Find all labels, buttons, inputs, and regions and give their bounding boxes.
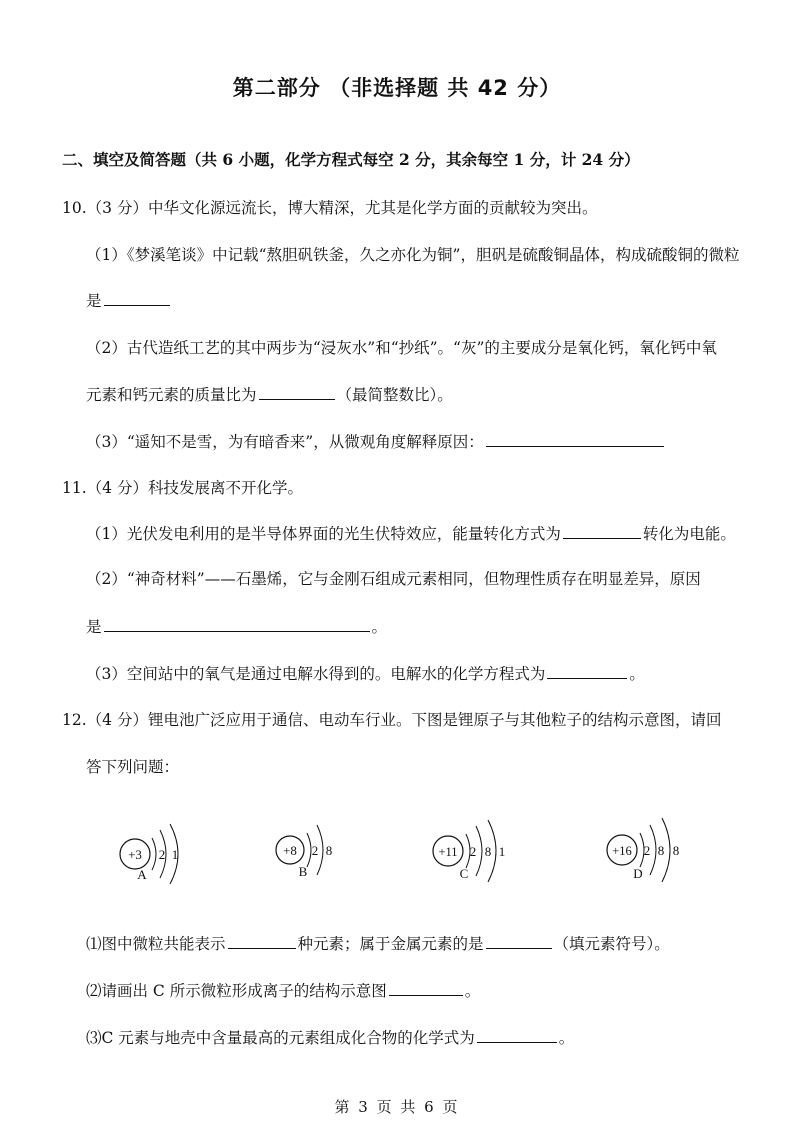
atom-c-shell-2: 8 [484, 844, 492, 859]
q12-part2-tail: 。 [464, 982, 481, 1000]
atom-label-a: A [137, 867, 147, 882]
q12-part2-text: ⑵请画出 C 所示微粒形成离子的结构示意图 [86, 982, 387, 1000]
q11-part3-line [86, 663, 645, 684]
q12-stem: 12.（4 分）锂电池广泛应用于通信、电动车行业。下图是锂原子与其他粒子的结构示意图，请回 [62, 711, 722, 729]
atom-diagram-c [433, 820, 505, 882]
q12-part1-text: ⑴图中微粒共能表示 [86, 935, 226, 953]
q12-part3-blank[interactable] [477, 1027, 557, 1043]
q12-part1-mid: 种元素；属于金属元素的是 [297, 935, 484, 953]
atom-d-shell-1: 2 [643, 843, 651, 858]
q12-part1-line [86, 933, 670, 954]
q11-part3-tail: 。 [629, 665, 645, 683]
atom-d-nucleus: +16 [612, 844, 632, 858]
q11-part2-text: （2）“神奇材料”——石墨烯，它与金刚石组成元素相同，但物理性质存在明显差异，原因 [86, 570, 701, 588]
q12-part3-text: ⑶C 元素与地壳中含量最高的元素组成化合物的化学式为 [86, 1029, 475, 1047]
q11-part2-lead: 是 [86, 618, 102, 636]
q10-part3-text: （3）“遥知不是雪，为有暗香来”，从微观角度解释原因： [86, 433, 484, 451]
q11-part2-blank[interactable] [104, 616, 370, 632]
atom-d-shell-2: 8 [657, 843, 665, 858]
q11-part1-blank[interactable] [563, 523, 641, 539]
q11-part1-text: （1）光伏发电利用的是半导体界面的光生伏特效应，能量转化方式为 [86, 525, 561, 543]
atom-d-shell-3: 8 [672, 843, 680, 858]
q12-part3-line [86, 1027, 574, 1048]
q11-part1-line [86, 523, 736, 544]
q10-part2-answer-line [86, 384, 453, 405]
q10-part2-blank[interactable] [259, 384, 335, 400]
q11-part1-tail: 转化为电能。 [642, 525, 736, 543]
atom-diagram-a [120, 824, 178, 884]
atom-b-shell-2: 8 [325, 843, 333, 858]
q12-part3-tail: 。 [558, 1029, 575, 1047]
q10-part1-answer-line [86, 290, 172, 311]
q10-part1-blank[interactable] [104, 290, 170, 306]
q10-part1-lead: 是 [86, 292, 102, 310]
q10-part3-line [86, 431, 666, 452]
page-footer: 第 3 页 共 6 页 [334, 1098, 460, 1116]
q10-part1-text: （1）《梦溪笔谈》中记载“熬胆矾铁釜，久之亦化为铜”，胆矾是硫酸铜晶体，构成硫酸铜的微粒 [86, 246, 740, 264]
q10-part2-text: （2）古代造纸工艺的其中两步为“浸灰水”和“抄纸”。“灰”的主要成分是氧化钙，氧化钙中氧 [86, 339, 717, 357]
q11-stem: 11.（4 分）科技发展离不开化学。 [62, 479, 303, 497]
q11-part3-text: （3）空间站中的氧气是通过电解水得到的。电解水的化学方程式为 [86, 665, 546, 683]
q10-part2-tail: （最简整数比）。 [336, 386, 453, 404]
atom-c-shell-3: 1 [498, 844, 506, 859]
q10-part2-lead: 元素和钙元素的质量比为 [86, 386, 257, 404]
section-heading: 二、填空及简答题（共 6 小题，化学方程式每空 2 分，其余每空 1 分，计 24 分） [62, 150, 640, 169]
atom-diagram-d [607, 818, 679, 882]
q12-part1-blank-b[interactable] [486, 933, 552, 949]
q12-part2-blank[interactable] [389, 980, 463, 996]
q12-part1-blank-a[interactable] [228, 933, 296, 949]
atom-a-shell-2: 1 [171, 847, 179, 862]
atom-a-shell-1: 2 [158, 847, 166, 862]
q12-part1-tail: （填元素符号）。 [553, 935, 670, 953]
q11-part3-blank[interactable] [547, 663, 627, 679]
q11-part2-answer-line [86, 616, 387, 637]
q11-part2-tail: 。 [371, 618, 388, 636]
atom-label-d: D [633, 866, 643, 881]
atom-label-c: C [459, 866, 469, 881]
atom-b-nucleus: +8 [283, 843, 297, 858]
atom-label-b: B [298, 864, 308, 879]
q10-stem: 10.（3 分）中华文化源远流长，博大精深，尤其是化学方面的贡献较为突出。 [62, 199, 598, 217]
q12-stem-cont: 答下列问题： [86, 758, 180, 776]
atom-a-nucleus: +3 [128, 847, 142, 862]
atomic-structure-diagrams [0, 800, 794, 890]
q10-part3-blank[interactable] [486, 431, 664, 447]
q12-part2-line [86, 980, 480, 1001]
atom-c-shell-1: 2 [469, 844, 477, 859]
part-title: 第二部分 （非选择题 共 42 分） [232, 76, 562, 100]
atom-b-shell-1: 2 [311, 843, 319, 858]
atom-c-nucleus: +11 [438, 845, 458, 859]
